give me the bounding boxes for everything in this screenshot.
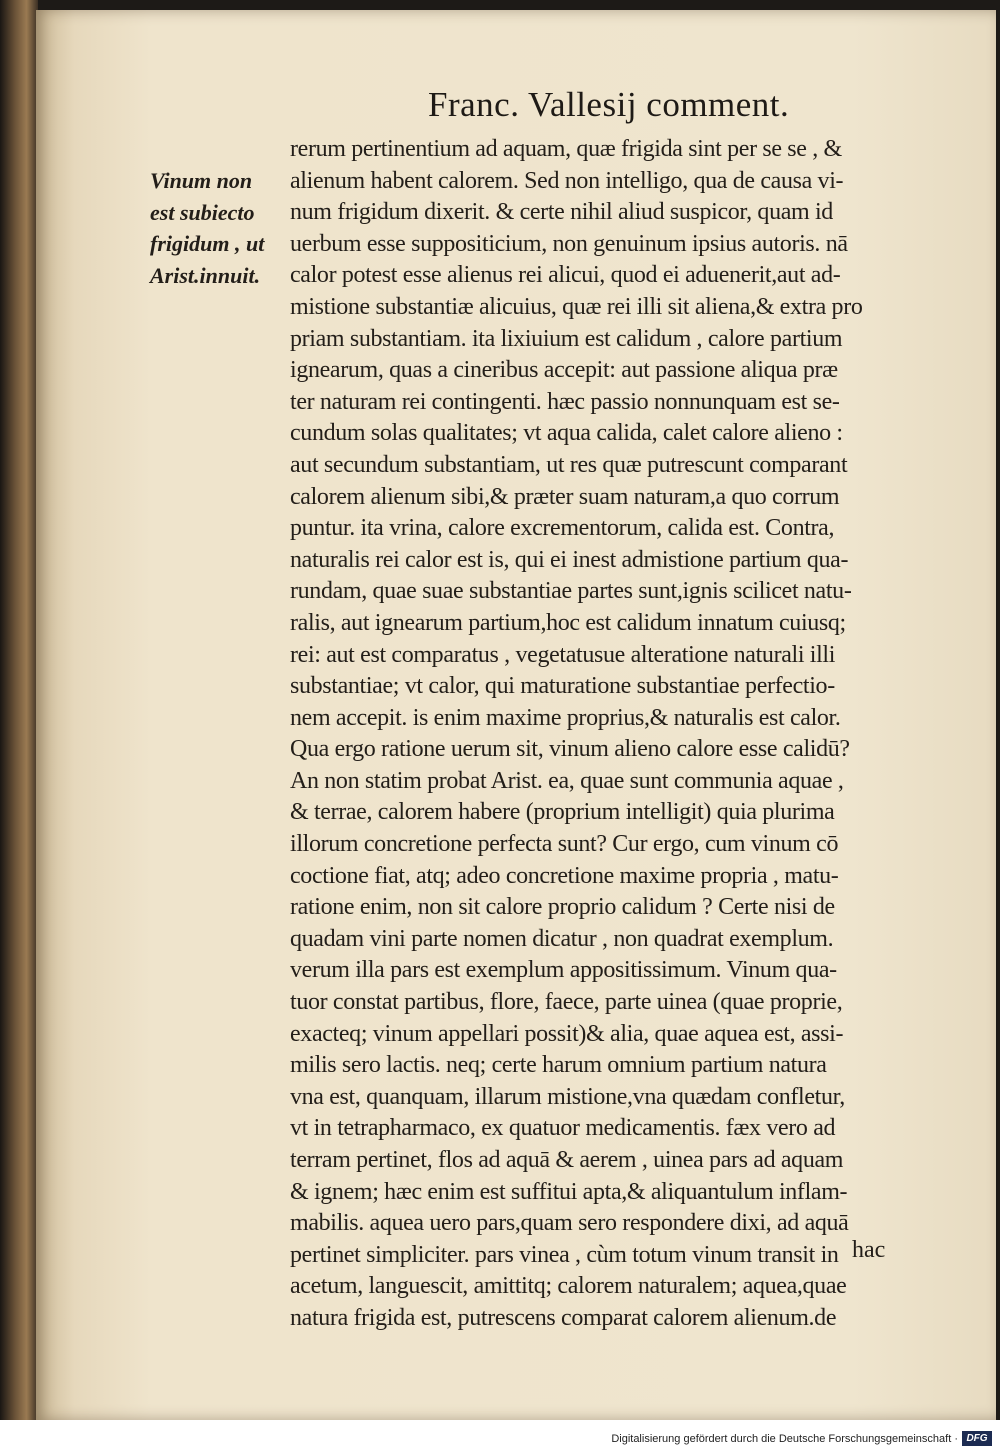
text-line: substantiae; vt calor, qui maturatione substantiae perfectio- bbox=[290, 673, 835, 700]
text-line: naturalis rei calor est is, qui ei inest admistione partium qua- bbox=[290, 546, 849, 573]
footer-bar bbox=[0, 1420, 1000, 1453]
text-line: puntur. ita vrina, calore excrementorum, calida est. Contra, bbox=[290, 515, 835, 542]
text-line: terram pertinet, flos ad aquā & aerem , uinea pars ad aquam bbox=[290, 1147, 844, 1173]
text-line: rei: aut est comparatus , vegetatusue alteratione naturali illi bbox=[290, 641, 836, 668]
text-line: verum illa pars est exemplum appositissimum. Vinum qua- bbox=[290, 957, 837, 984]
text-line: priam substantiam. ita lixiuium est calidum , calore partium bbox=[290, 325, 843, 352]
text-line: nem accepit. is enim maxime proprius,& naturalis est calor. bbox=[290, 704, 841, 731]
text-line: ignearum, quas a cineribus accepit: aut passione aliqua præ bbox=[290, 357, 838, 384]
text-line: natura frigida est, putrescens comparat calorem alienum.de bbox=[290, 1304, 837, 1331]
funding-credit: Digitalisierung gefördert durch die Deutsche Forschungsgemeinschaft · bbox=[611, 1433, 958, 1445]
text-line: ter naturam rei contingenti. hæc passio nonnunquam est se- bbox=[290, 388, 840, 415]
text-line: tuor constat partibus, flore, faece, parte uinea (quae proprie, bbox=[290, 989, 843, 1016]
body-text bbox=[290, 134, 950, 1335]
text-line: aut secundum substantiam, ut res quæ putrescunt comparant bbox=[290, 451, 848, 478]
text-line: & terrae, calorem habere (proprium intelligit) quia plurima bbox=[290, 799, 835, 826]
text-line: alienum habent calorem. Sed non intelligo, qua de causa vi- bbox=[290, 167, 844, 194]
text-line: acetum, languescit, amittitq; calorem naturalem; aquea,quae bbox=[290, 1273, 847, 1300]
margin-note bbox=[150, 165, 290, 291]
text-line: vt in tetrapharmaco, ex quatuor medicamentis. fæx vero ad bbox=[290, 1115, 836, 1142]
text-line: illorum concretione perfecta sunt? Cur ergo, cum vinum cō bbox=[290, 831, 839, 858]
text-line: rundam, quae suae substantiae partes sunt,ignis scilicet natu- bbox=[290, 578, 852, 605]
text-line: uerbum esse suppositicium, non genuinum ipsius autoris. nā bbox=[290, 230, 848, 257]
text-line: milis sero lactis. neq; certe harum omnium partium natura bbox=[290, 1052, 827, 1079]
text-line: mistione substantiæ alicuius, quæ rei illi sit aliena,& extra pro bbox=[290, 293, 863, 320]
text-line: rerum pertinentium ad aquam, quæ frigida sint per se se , & bbox=[290, 136, 842, 162]
margin-note-line: Arist.innuit. bbox=[150, 262, 261, 288]
text-line: ratione enim, non sit calore proprio calidum ? Certe nisi de bbox=[290, 894, 835, 921]
text-line: num frigidum dixerit. & certe nihil aliud suspicor, quam id bbox=[290, 199, 833, 226]
text-line: Qua ergo ratione uerum sit, vinum alieno calore esse calidū? bbox=[290, 736, 850, 763]
text-line: quadam vini parte nomen dicatur , non quadrat exemplum. bbox=[290, 925, 834, 952]
margin-note-line: Vinum non bbox=[150, 168, 253, 193]
margin-note-line: frigidum , ut bbox=[150, 231, 265, 257]
text-line: & ignem; hæc enim est suffitui apta,& aliquantulum inflam- bbox=[290, 1178, 848, 1205]
text-line: ralis, aut ignearum partium,hoc est calidum innatum cuiusq; bbox=[290, 609, 846, 636]
margin-note-line: est subiecto bbox=[150, 199, 255, 225]
text-line: An non statim probat Arist. ea, quae sunt communia aquae , bbox=[290, 767, 844, 794]
dfg-logo-icon: DFG bbox=[962, 1431, 992, 1446]
text-line: calor potest esse alienus rei alicui, quod ei aduenerit,aut ad- bbox=[290, 262, 841, 289]
text-line: mabilis. aquea uero pars,quam sero respondere dixi, ad aquā bbox=[290, 1210, 849, 1237]
text-line: exacteq; vinum appellari possit)& alia, quae aquea est, assi- bbox=[290, 1020, 844, 1047]
text-line: calorem alienum sibi,& præter suam naturam,a quo corrum bbox=[290, 483, 840, 510]
text-line: pertinet simpliciter. pars vinea , cùm totum vinum transit in bbox=[290, 1241, 839, 1268]
book-spine bbox=[0, 0, 38, 1420]
running-head: Franc. Vallesij comment. bbox=[428, 85, 790, 124]
text-line: coctione fiat, atq; adeo concretione maxime propria , matu- bbox=[290, 862, 839, 889]
text-line: vna est, quanquam, illarum mistione,vna quædam confletur, bbox=[290, 1083, 845, 1110]
text-line: cundum solas qualitates; vt aqua calida, calet calore alieno : bbox=[290, 420, 843, 447]
catchword: hac bbox=[852, 1237, 886, 1263]
